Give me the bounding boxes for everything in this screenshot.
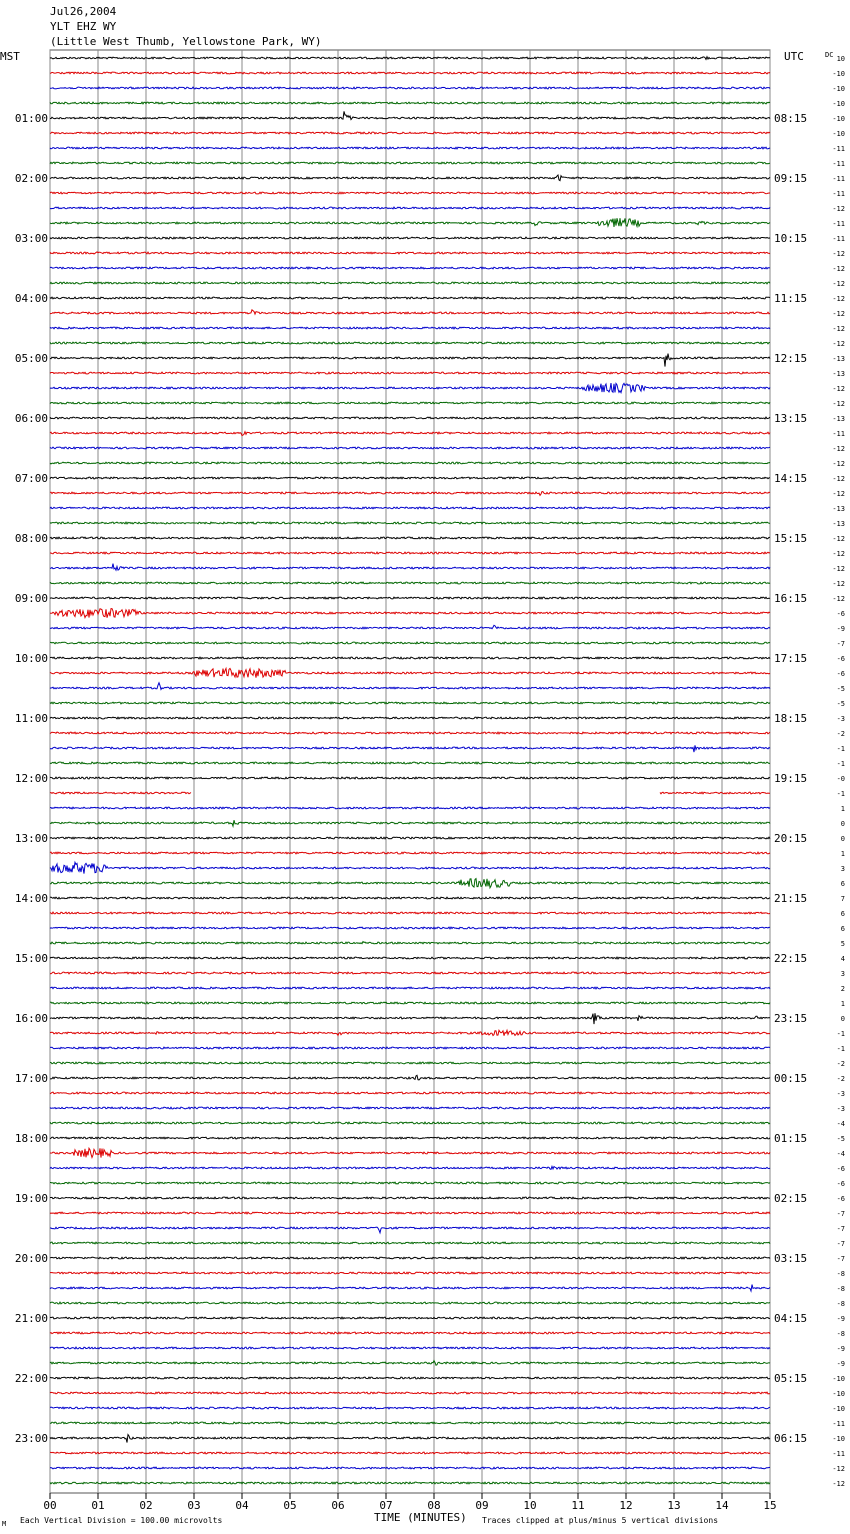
dc-offset-label: -12 <box>832 475 845 483</box>
mst-hour-label: 21:00 <box>14 1312 48 1325</box>
x-tick-label: 05 <box>283 1499 297 1512</box>
seismic-trace <box>50 1285 770 1291</box>
seismic-trace <box>50 702 770 704</box>
dc-offset-label: -11 <box>832 1450 845 1458</box>
utc-hour-label: 20:15 <box>774 832 808 845</box>
seismic-trace <box>50 897 770 899</box>
utc-hour-label: 15:15 <box>774 532 808 545</box>
plot-frame <box>50 50 770 1493</box>
seismic-trace <box>50 147 770 149</box>
seismic-trace <box>50 852 770 854</box>
seismic-trace <box>50 252 770 254</box>
seismic-trace <box>50 745 770 752</box>
seismic-trace <box>50 192 770 194</box>
dc-offset-label: 6 <box>840 925 845 933</box>
dc-offset-label: -12 <box>832 580 845 588</box>
dc-offset-label: -8 <box>836 1285 845 1293</box>
dc-offset-label: -6 <box>836 1165 845 1173</box>
dc-offset-label: 0 <box>840 820 845 828</box>
seismic-trace <box>50 354 770 367</box>
seismic-trace <box>50 267 770 269</box>
seismic-trace <box>50 668 770 677</box>
seismic-trace <box>50 1122 770 1124</box>
seismic-trace <box>50 762 770 764</box>
seismic-trace <box>50 1166 770 1169</box>
dc-offset-label: -12 <box>832 310 845 318</box>
dc-offset-label: -3 <box>836 1090 845 1098</box>
mst-hour-label: 08:00 <box>14 532 48 545</box>
seismic-trace <box>50 1092 770 1094</box>
dc-offset-label: -11 <box>832 160 845 168</box>
x-tick-label: 11 <box>571 1499 585 1512</box>
seismic-trace <box>50 1148 770 1157</box>
dc-offset-label: -7 <box>836 1240 845 1248</box>
mst-hour-label: 16:00 <box>14 1012 48 1025</box>
utc-hour-label: 17:15 <box>774 652 808 665</box>
dc-offset-label: 5 <box>840 940 845 948</box>
seismic-trace <box>50 492 770 496</box>
seismic-trace <box>50 597 770 599</box>
utc-hour-label: 10:15 <box>774 232 808 245</box>
seismic-trace <box>50 1392 770 1394</box>
seismic-trace <box>50 297 770 299</box>
seismic-trace <box>50 582 770 584</box>
dc-offset-label: -8 <box>836 1300 845 1308</box>
mst-hour-label: 14:00 <box>14 892 48 905</box>
dc-offset-label: 1 <box>840 805 845 813</box>
seismic-trace <box>50 1435 770 1443</box>
seismic-trace <box>50 972 770 974</box>
dc-offset-label: -3 <box>836 1105 845 1113</box>
dc-offset-label: 7 <box>840 895 845 903</box>
seismic-trace <box>50 912 770 914</box>
dc-offset-label: -1 <box>836 745 845 753</box>
mst-hour-label: 11:00 <box>14 712 48 725</box>
dc-offset-label: -1 <box>836 760 845 768</box>
utc-hour-label: 22:15 <box>774 952 808 965</box>
seismic-trace <box>50 1332 770 1334</box>
x-tick-label: 03 <box>187 1499 201 1512</box>
mst-hour-label: 06:00 <box>14 412 48 425</box>
seismic-trace <box>50 1467 770 1469</box>
seismic-trace <box>50 1182 770 1184</box>
dc-offset-label: -12 <box>832 400 845 408</box>
utc-hour-label: 06:15 <box>774 1432 808 1445</box>
dc-offset-label: 2 <box>840 985 845 993</box>
seismic-trace <box>50 625 770 629</box>
x-tick-label: 10 <box>523 1499 537 1512</box>
dc-offset-label: -10 <box>832 85 845 93</box>
dc-offset-label: -10 <box>832 115 845 123</box>
seismic-trace <box>50 462 770 464</box>
scale-note: Each Vertical Division = 100.00 microvolts <box>20 1516 223 1525</box>
dc-offset-label: -12 <box>832 280 845 288</box>
utc-hour-label: 03:15 <box>774 1252 808 1265</box>
mst-hour-label: 07:00 <box>14 472 48 485</box>
seismic-trace <box>50 564 770 571</box>
seismic-trace <box>50 1482 770 1484</box>
dc-offset-label: -7 <box>836 1225 845 1233</box>
mst-hour-label: 12:00 <box>14 772 48 785</box>
dc-offset-label: -13 <box>832 520 845 528</box>
dc-offset-label: -10 <box>832 70 845 78</box>
seismic-trace <box>50 1422 770 1424</box>
x-tick-label: 00 <box>43 1499 57 1512</box>
dc-offset-label: -12 <box>832 1480 845 1488</box>
seismic-trace <box>50 1062 770 1064</box>
label-group <box>15 55 845 1512</box>
seismic-trace <box>50 792 770 794</box>
mst-hour-label: 23:00 <box>14 1432 48 1445</box>
dc-offset-label: -3 <box>836 715 845 723</box>
dc-offset-label: -10 <box>832 1435 845 1443</box>
seismic-trace <box>50 162 770 164</box>
seismic-trace <box>50 342 770 344</box>
x-tick-label: 09 <box>475 1499 489 1512</box>
dc-offset-label: -9 <box>836 1315 845 1323</box>
seismic-trace <box>50 87 770 89</box>
seismic-trace <box>50 237 770 239</box>
left-timezone-label: MST <box>0 50 20 63</box>
utc-hour-label: 18:15 <box>774 712 808 725</box>
dc-offset-label: 1 <box>840 850 845 858</box>
seismic-trace <box>50 837 770 839</box>
seismic-trace <box>50 1047 770 1049</box>
seismic-trace <box>50 927 770 929</box>
utc-hour-label: 02:15 <box>774 1192 808 1205</box>
seismic-trace <box>50 102 770 104</box>
seismic-trace <box>50 218 770 227</box>
seismic-trace <box>50 1212 770 1214</box>
dc-offset-label: -13 <box>832 505 845 513</box>
x-axis-title: TIME (MINUTES) <box>374 1511 467 1524</box>
dc-offset-label: -12 <box>832 550 845 558</box>
seismic-trace <box>50 477 770 479</box>
dc-offset-label: -12 <box>832 1465 845 1473</box>
dc-offset-label: -12 <box>832 295 845 303</box>
dc-offset-label: -8 <box>836 1270 845 1278</box>
utc-hour-label: 11:15 <box>774 292 808 305</box>
dc-offset-label: -7 <box>836 1210 845 1218</box>
mst-hour-label: 05:00 <box>14 352 48 365</box>
dc-offset-label: -12 <box>832 460 845 468</box>
utc-hour-label: 21:15 <box>774 892 808 905</box>
dc-offset-label: -12 <box>832 535 845 543</box>
seismic-trace <box>50 1227 770 1233</box>
seismic-trace <box>50 820 770 826</box>
header-location: (Little West Thumb, Yellowstone Park, WY) <box>50 35 322 48</box>
mst-hour-label: 22:00 <box>14 1372 48 1385</box>
mst-hour-label: 18:00 <box>14 1132 48 1145</box>
dc-offset-label: -6 <box>836 655 845 663</box>
utc-hour-label: 01:15 <box>774 1132 808 1145</box>
dc-offset-label: -12 <box>832 325 845 333</box>
dc-offset-label: -13 <box>832 370 845 378</box>
dc-offset-label: -5 <box>836 1135 845 1143</box>
seismic-trace <box>50 1107 770 1109</box>
dc-offset-label: -1 <box>836 1030 845 1038</box>
seismic-trace <box>50 383 770 393</box>
dc-offset-label: -1 <box>836 1045 845 1053</box>
dc-offset-label: -12 <box>832 250 845 258</box>
seismic-trace <box>50 111 770 119</box>
dc-offset-label: -9 <box>836 625 845 633</box>
seismic-trace <box>50 372 770 374</box>
dc-offset-label: -9 <box>836 1360 845 1368</box>
header-date: Jul26,2004 <box>50 5 117 18</box>
seismic-trace <box>50 507 770 509</box>
seismic-trace <box>50 717 770 719</box>
dc-offset-label: 3 <box>840 970 845 978</box>
seismic-trace <box>50 1302 770 1304</box>
mst-hour-label: 04:00 <box>14 292 48 305</box>
dc-offset-label: -6 <box>836 670 845 678</box>
seismic-trace <box>50 1377 770 1379</box>
dc-offset-label: -11 <box>832 235 845 243</box>
utc-hour-label: 05:15 <box>774 1372 808 1385</box>
seismic-trace <box>50 1257 770 1259</box>
dc-offset-label: 0 <box>840 835 845 843</box>
mst-hour-label: 03:00 <box>14 232 48 245</box>
x-tick-label: 07 <box>379 1499 393 1512</box>
seismic-trace <box>50 987 770 989</box>
seismic-trace <box>50 657 770 659</box>
seismic-trace <box>50 683 770 690</box>
dc-offset-label: -2 <box>836 1075 845 1083</box>
seismic-trace <box>50 1272 770 1274</box>
utc-hour-label: 12:15 <box>774 352 808 365</box>
dc-offset-label: -6 <box>836 1195 845 1203</box>
dc-offset-label: -6 <box>836 1180 845 1188</box>
clip-note: Traces clipped at plus/minus 5 vertical divisions <box>482 1516 719 1525</box>
dc-offset-label: -13 <box>832 415 845 423</box>
right-timezone-label: UTC <box>784 50 804 63</box>
dc-offset-label: -12 <box>832 565 845 573</box>
seismic-trace <box>50 1452 770 1454</box>
utc-hour-label: 00:15 <box>774 1072 808 1085</box>
seismic-trace <box>50 327 770 329</box>
dc-offset-label: 6 <box>840 880 845 888</box>
dc-offset-label: 10 <box>836 55 845 63</box>
seismic-trace <box>50 1347 770 1349</box>
seismic-trace <box>50 1407 770 1409</box>
seismic-trace <box>50 1002 770 1004</box>
x-tick-label: 14 <box>715 1499 729 1512</box>
dc-offset-label: 4 <box>840 955 845 963</box>
dc-offset-label: -10 <box>832 1405 845 1413</box>
seismic-trace <box>50 1361 770 1366</box>
dc-offset-label: -12 <box>832 205 845 213</box>
dc-offset-label: -8 <box>836 1330 845 1338</box>
dc-offset-label: 0 <box>840 1015 845 1023</box>
seismic-trace <box>50 57 770 60</box>
seismic-trace <box>50 1317 770 1319</box>
x-tick-label: 06 <box>331 1499 345 1512</box>
dc-offset-label: -11 <box>832 175 845 183</box>
seismic-trace <box>50 1030 770 1035</box>
mst-hour-label: 15:00 <box>14 952 48 965</box>
x-tick-label: 13 <box>667 1499 681 1512</box>
utc-hour-label: 14:15 <box>774 472 808 485</box>
dc-offset-label: -12 <box>832 490 845 498</box>
dc-offset-label: -10 <box>832 130 845 138</box>
mst-hour-label: 13:00 <box>14 832 48 845</box>
mst-hour-label: 01:00 <box>14 112 48 125</box>
x-tick-label: 04 <box>235 1499 249 1512</box>
utc-hour-label: 04:15 <box>774 1312 808 1325</box>
utc-hour-label: 09:15 <box>774 172 808 185</box>
utc-hour-label: 08:15 <box>774 112 808 125</box>
dc-offset-label: -10 <box>832 1390 845 1398</box>
dc-offset-label: -5 <box>836 685 845 693</box>
seismic-trace <box>50 777 770 779</box>
dc-offset-label: -1 <box>836 790 845 798</box>
mst-hour-label: 09:00 <box>14 592 48 605</box>
seismic-trace <box>50 642 770 644</box>
x-tick-label: 15 <box>763 1499 777 1512</box>
dc-offset-label: 6 <box>840 910 845 918</box>
seismic-trace <box>50 402 770 404</box>
dc-offset-label: -11 <box>832 190 845 198</box>
seismic-trace <box>50 432 770 436</box>
dc-offset-label: -7 <box>836 1255 845 1263</box>
dc-offset-label: -13 <box>832 355 845 363</box>
seismic-trace <box>50 132 770 134</box>
seismic-trace <box>50 175 770 181</box>
dc-offset-label: -7 <box>836 640 845 648</box>
mst-hour-label: 02:00 <box>14 172 48 185</box>
mst-hour-label: 20:00 <box>14 1252 48 1265</box>
seismic-trace <box>50 207 770 209</box>
seismic-trace <box>50 447 770 449</box>
dc-offset-label: -10 <box>832 100 845 108</box>
x-tick-label: 12 <box>619 1499 633 1512</box>
utc-hour-label: 16:15 <box>774 592 808 605</box>
seismic-trace <box>50 1197 770 1199</box>
dc-offset-label: -12 <box>832 340 845 348</box>
seismic-trace <box>50 1137 770 1139</box>
seismic-trace <box>50 1013 770 1024</box>
utc-hour-label: 23:15 <box>774 1012 808 1025</box>
x-tick-label: 02 <box>139 1499 153 1512</box>
mst-hour-label: 19:00 <box>14 1192 48 1205</box>
dc-offset-label: -12 <box>832 265 845 273</box>
seismic-trace <box>50 732 770 734</box>
dc-offset-label: -11 <box>832 145 845 153</box>
dc-offset-label: -4 <box>836 1120 845 1128</box>
seismic-trace <box>50 609 770 618</box>
utc-hour-label: 13:15 <box>774 412 808 425</box>
dc-label: DC <box>825 51 834 59</box>
dc-offset-label: -0 <box>836 775 845 783</box>
dc-offset-label: -11 <box>832 430 845 438</box>
seismic-trace <box>50 957 770 959</box>
dc-offset-label: -11 <box>832 220 845 228</box>
dc-offset-label: -12 <box>832 595 845 603</box>
dc-offset-label: -2 <box>836 730 845 738</box>
x-tick-label: 01 <box>91 1499 105 1512</box>
mst-hour-label: 10:00 <box>14 652 48 665</box>
corner-mark: M <box>2 1520 7 1528</box>
seismic-trace <box>50 417 770 419</box>
dc-offset-label: -12 <box>832 385 845 393</box>
seismic-trace <box>50 72 770 74</box>
seismic-trace <box>50 807 770 809</box>
seismic-trace <box>50 310 770 314</box>
seismic-trace <box>50 522 770 524</box>
seismic-trace <box>50 942 770 944</box>
seismic-trace <box>50 879 770 888</box>
dc-offset-label: 3 <box>840 865 845 873</box>
dc-offset-label: -11 <box>832 1420 845 1428</box>
utc-hour-label: 19:15 <box>774 772 808 785</box>
dc-offset-label: -12 <box>832 445 845 453</box>
dc-offset-label: -10 <box>832 1375 845 1383</box>
seismic-trace <box>50 537 770 539</box>
dc-offset-label: -9 <box>836 1345 845 1353</box>
dc-offset-label: -4 <box>836 1150 845 1158</box>
dc-offset-label: -2 <box>836 1060 845 1068</box>
seismic-trace <box>50 1075 770 1080</box>
dc-offset-label: 1 <box>840 1000 845 1008</box>
seismic-trace <box>50 282 770 284</box>
dc-offset-label: -6 <box>836 610 845 618</box>
seismic-trace <box>50 552 770 554</box>
trace-group <box>50 57 770 1484</box>
seismic-trace <box>50 1242 770 1244</box>
header-station: YLT EHZ WY <box>50 20 117 33</box>
mst-hour-label: 17:00 <box>14 1072 48 1085</box>
seismic-trace <box>50 862 770 873</box>
dc-offset-label: -5 <box>836 700 845 708</box>
x-tick-label: 08 <box>427 1499 441 1512</box>
